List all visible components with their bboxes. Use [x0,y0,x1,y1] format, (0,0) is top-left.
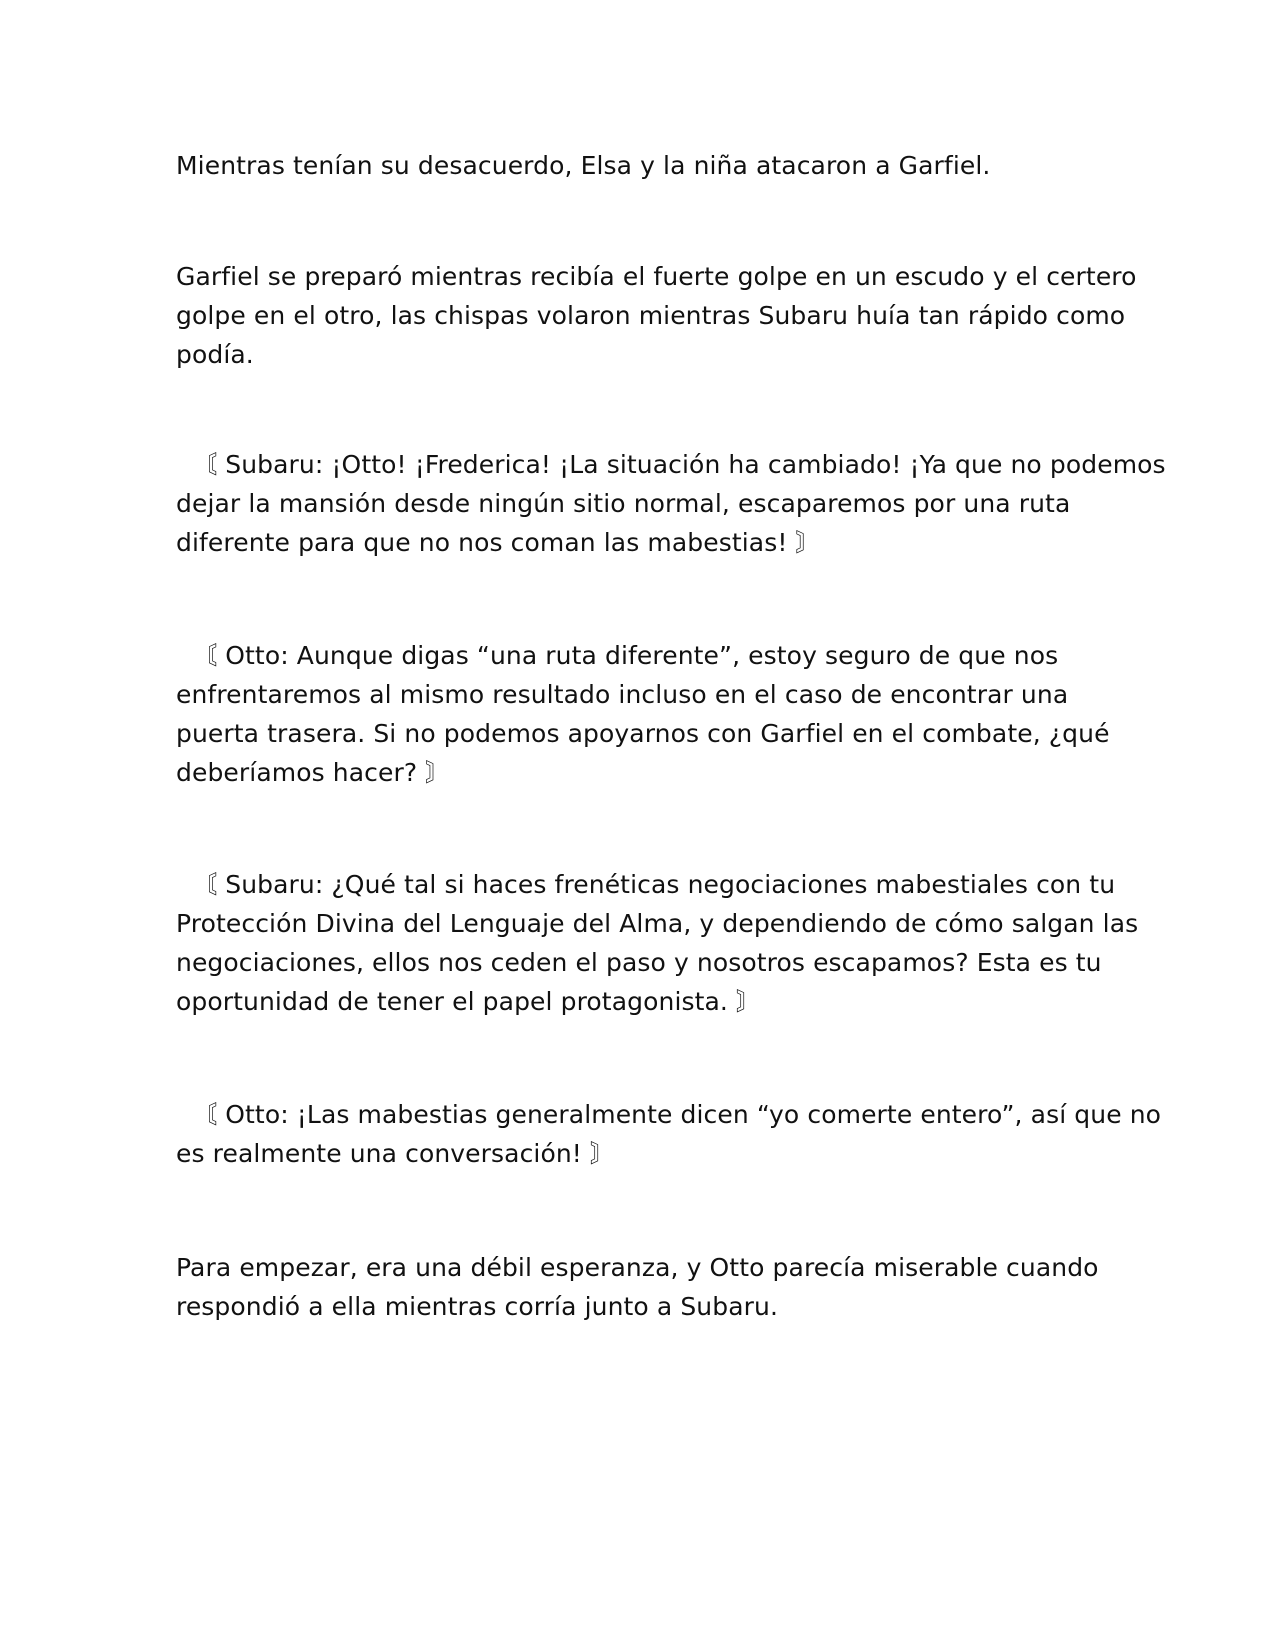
narration-paragraph [176,1248,1106,1326]
text-line: oportunidad de tener el papel protagonista. 〙 [176,987,762,1016]
text-line: Mientras tenían su desacuerdo, Elsa y la niña atacaron a Garfiel. [176,151,991,180]
text-line: dejar la mansión desde ningún sitio normal, escaparemos por una ruta [176,489,1071,518]
narration-paragraph [176,146,1106,185]
text-line: 〘 Otto: Aunque digas “una ruta diferente”, estoy seguro de que nos [176,641,1059,670]
text-line: diferente para que no nos coman las mabestias! 〙 [176,528,821,557]
text-line: Garfiel se preparó mientras recibía el fuerte golpe en un escudo y el certero [176,262,1137,291]
text-line: es realmente una conversación! 〙 [176,1139,616,1168]
narration-paragraph [176,257,1137,374]
text-line: enfrentaremos al mismo resultado incluso en el caso de encontrar una [176,680,1069,709]
text-line: puerta trasera. Si no podemos apoyarnos con Garfiel en el combate, ¿qué [176,719,1110,748]
dialogue-paragraph [176,636,1110,792]
dialogue-paragraph [176,865,1139,1021]
text-line: deberíamos hacer? 〙 [176,758,451,787]
text-line: golpe en el otro, las chispas volaron mientras Subaru huía tan rápido como [176,301,1126,330]
text-line: Protección Divina del Lenguaje del Alma, y dependiendo de cómo salgan las [176,909,1139,938]
dialogue-paragraph [176,1095,1162,1173]
text-line: Para empezar, era una débil esperanza, y Otto parecía miserable cuando [176,1253,1099,1282]
text-line: respondió a ella mientras corría junto a Subaru. [176,1292,778,1321]
text-line: 〘 Otto: ¡Las mabestias generalmente dicen “yo comerte entero”, así que no [176,1100,1162,1129]
text-line: 〘 Subaru: ¡Otto! ¡Frederica! ¡La situación ha cambiado! ¡Ya que no podemos [176,450,1166,479]
dialogue-paragraph [176,445,1166,562]
text-line: podía. [176,340,254,369]
text-line: negociaciones, ellos nos ceden el paso y nosotros escapamos? Esta es tu [176,948,1102,977]
text-line: 〘 Subaru: ¿Qué tal si haces frenéticas negociaciones mabestiales con tu [176,870,1116,899]
